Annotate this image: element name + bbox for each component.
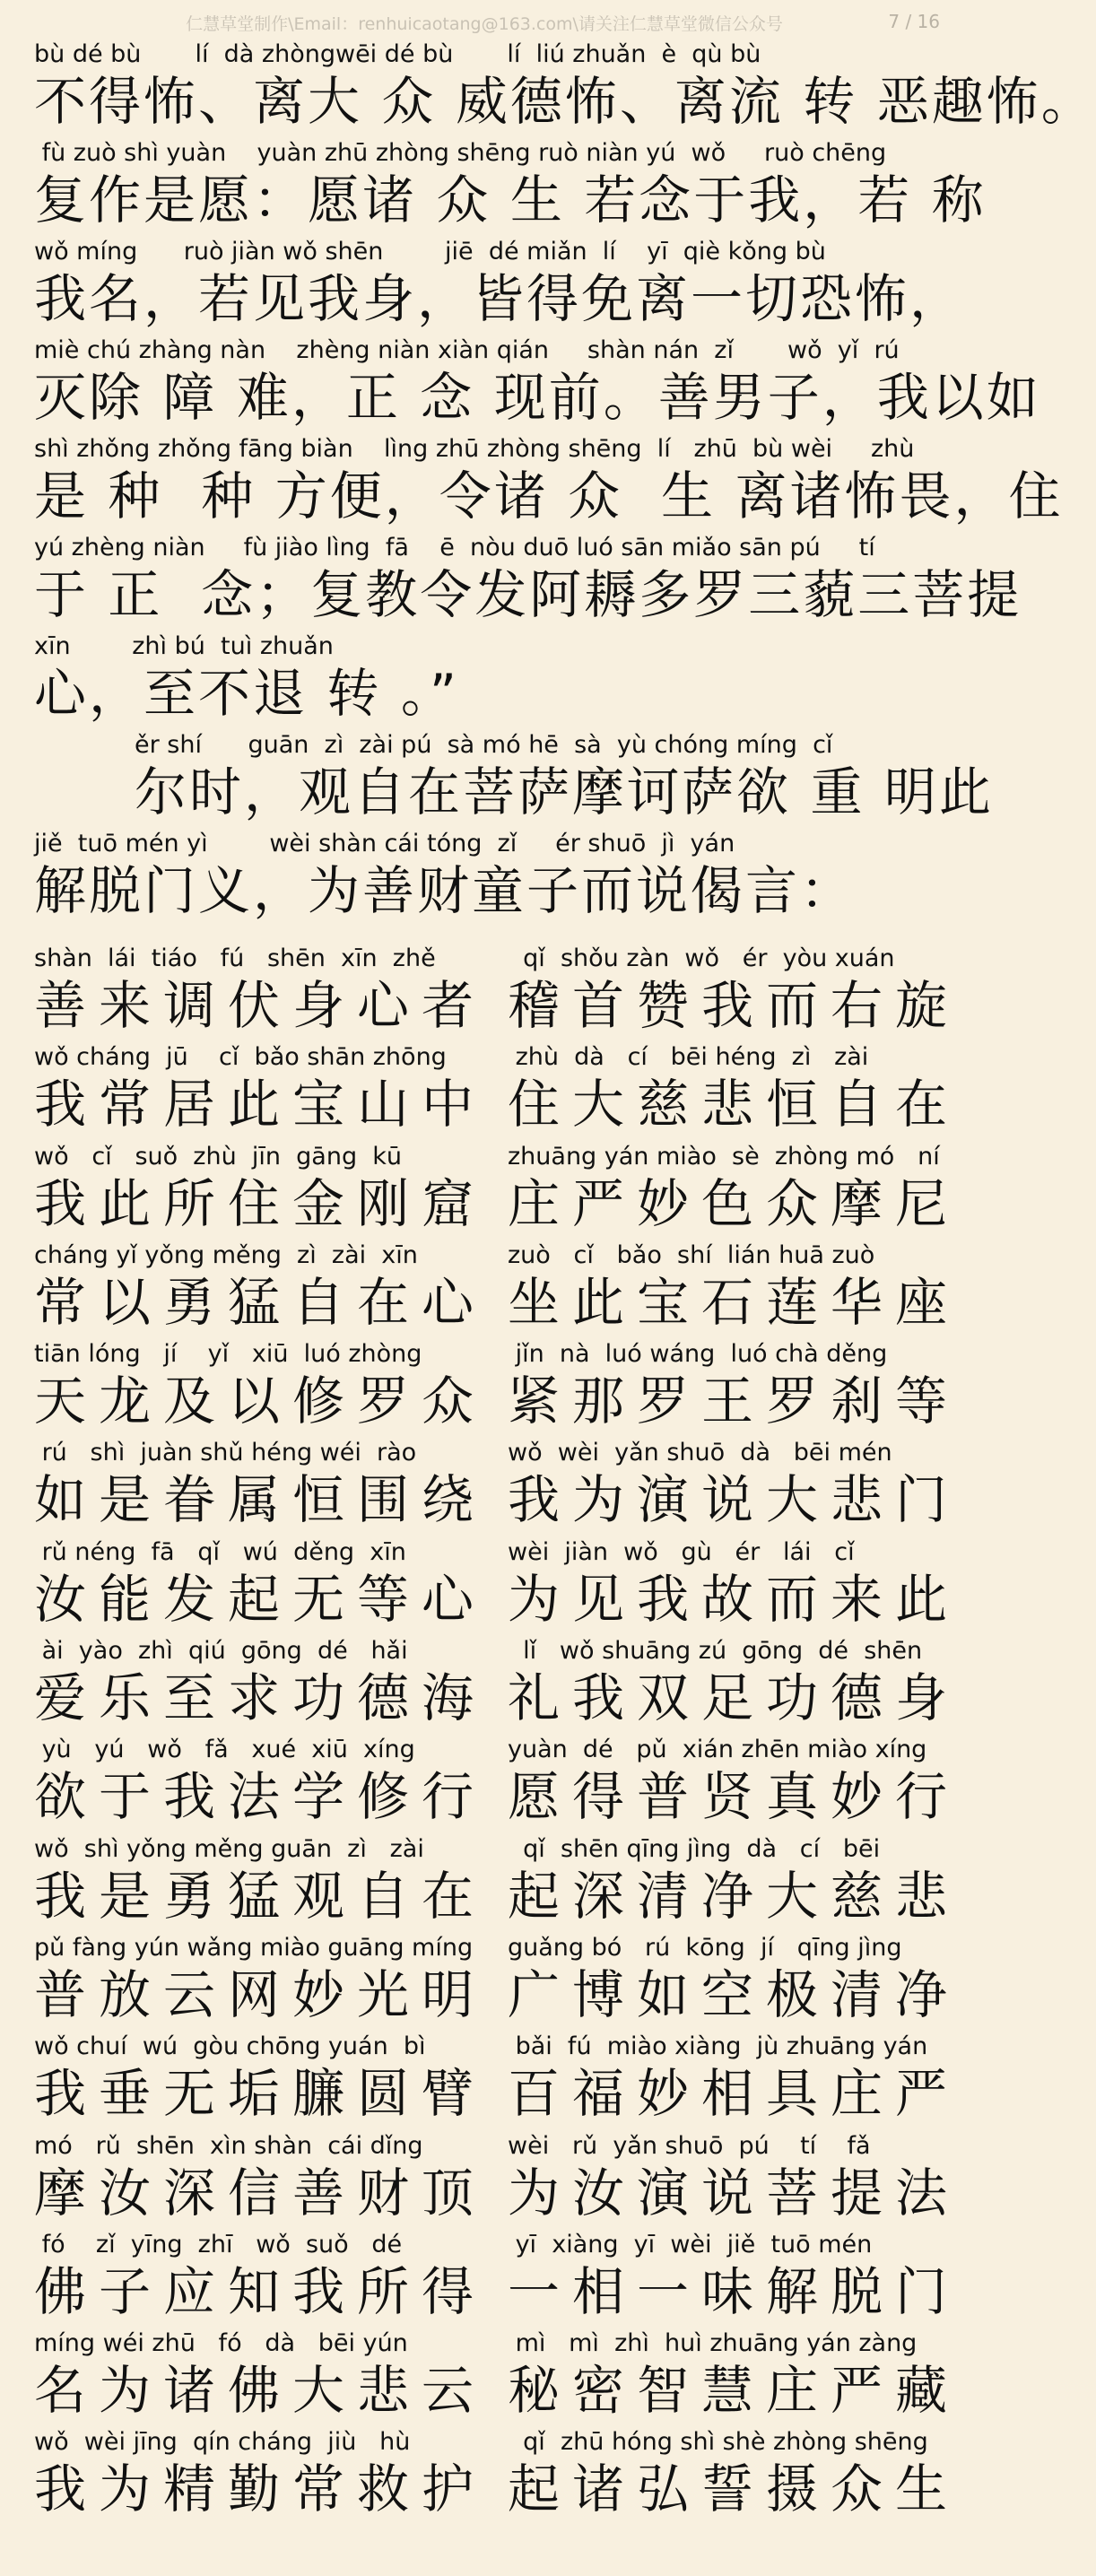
pinyin-line: qǐ shēn qīng jìng dà cí bēi [508, 1834, 881, 1863]
verse-left [34, 1632, 508, 1731]
verse-right [508, 1831, 961, 1929]
verse-left [34, 1039, 508, 1137]
pinyin-line: wǒ chuí wú gòu chōng yuán bì [34, 2032, 426, 2061]
hanzi-line: 是 种 种 方便，令诸 众 生 离诸怖畏，住 [34, 466, 1064, 527]
verse-left [34, 2128, 508, 2226]
pinyin-line: yī xiàng yī wèi jiě tuō mén [508, 2230, 873, 2258]
verse-right [508, 2424, 961, 2522]
hanzi-line: 愿得普贤真妙行 [508, 1766, 961, 1828]
hanzi-line: 心，至不退 转 。” [34, 663, 459, 724]
pinyin-line: jǐn nà luó wáng luó chà děng [508, 1340, 888, 1369]
verse-left [34, 1237, 508, 1336]
hanzi-line: 汝能发起无等心 [34, 1568, 487, 1630]
hanzi-line: 我此所住金刚窟 [34, 1172, 487, 1234]
pinyin-line: ài yào zhì qiú gōng dé hǎi [34, 1637, 408, 1666]
verse-right [508, 1731, 961, 1830]
verse-right [508, 1237, 961, 1336]
pinyin-line: qǐ zhū hóng shì shè zhòng shēng [508, 2428, 928, 2457]
pinyin-line: zuò cǐ bǎo shí lián huā zuò [508, 1240, 875, 1269]
pinyin-line: pǔ fàng yún wǎng miào guāng míng [34, 1933, 474, 1962]
verse-left [34, 2028, 508, 2127]
pinyin-line: lǐ wǒ shuāng zú gōng dé shēn [508, 1637, 923, 1666]
verse-right [508, 1138, 961, 1237]
prose-line [34, 36, 1096, 135]
header-watermark: 仁慧草堂制作\Email：renhuicaotang@163.com\请关注仁慧草堂微信公众号 [186, 14, 783, 34]
hanzi-line: 我为精勤常救护 [34, 2459, 487, 2520]
prose-block [34, 36, 1096, 924]
hanzi-line: 起深清净大慈悲 [508, 1865, 961, 1927]
hanzi-line: 佛子应知我所得 [34, 2260, 487, 2322]
verse-right [508, 1929, 961, 2028]
pinyin-line: wǒ wèi jīng qín cháng jiù hù [34, 2428, 411, 2457]
prose-line [34, 825, 949, 924]
pinyin-line: guǎng bó rú kōng jí qīng jìng [508, 1933, 902, 1962]
pinyin-line: wǒ cǐ suǒ zhù jīn gāng kū [34, 1142, 402, 1171]
hanzi-line: 庄严妙色众摩尼 [508, 1172, 961, 1234]
hanzi-line: 紧那罗王罗刹等 [508, 1371, 961, 1432]
verse-row [34, 1632, 961, 1731]
hanzi-line: 稽首赞我而右旋 [508, 975, 961, 1036]
verse-left [34, 940, 508, 1039]
prose-line [34, 332, 1041, 431]
pinyin-line: bǎi fú miào xiàng jù zhuāng yán [508, 2032, 928, 2061]
pinyin-line: miè chú zhàng nàn zhèng niàn xiàn qián shàn nán zǐ wǒ yǐ rú [34, 336, 900, 364]
verse-left [34, 1731, 508, 1830]
hanzi-line: 灭除 障 难，正 念 现前。善男子，我以如 [34, 367, 1041, 428]
pinyin-line: mì mì zhì huì zhuāng yán zàng [508, 2329, 918, 2358]
hanzi-line: 坐此宝石莲华座 [508, 1271, 961, 1333]
hanzi-line: 解脱门义，为善财童子而说偈言： [34, 860, 856, 921]
hanzi-line: 百福妙相具庄严 [508, 2063, 961, 2125]
verse-row [34, 2128, 961, 2226]
verse-block [34, 940, 961, 2523]
pinyin-line: zhù dà cí bēi héng zì zài [508, 1043, 869, 1072]
hanzi-line: 摩汝深信善财顶 [34, 2162, 487, 2224]
hanzi-line: 我为演说大悲门 [508, 1469, 961, 1531]
prose-line [34, 233, 965, 332]
hanzi-line: 一相一味解脱门 [508, 2260, 961, 2322]
hanzi-line: 天龙及以修罗众 [34, 1371, 487, 1432]
pinyin-line: fó zǐ yīng zhī wǒ suǒ dé [34, 2230, 403, 2258]
pinyin-line: zhuāng yán miào sè zhòng mó ní [508, 1142, 940, 1171]
hanzi-line: 住大慈悲恒自在 [508, 1074, 961, 1136]
verse-right [508, 1534, 961, 1632]
prose-line [34, 529, 1022, 628]
hanzi-line: 秘密智慧庄严藏 [508, 2360, 961, 2422]
hanzi-line: 常以勇猛自在心 [34, 1271, 487, 1333]
pinyin-line: shàn lái tiáo fú shēn xīn zhě [34, 944, 436, 972]
verse-row [34, 1731, 961, 1830]
pinyin-line: xīn zhì bú tuì zhuǎn [34, 632, 334, 660]
prose-line [34, 628, 949, 727]
verse-row [34, 2226, 961, 2325]
verse-row [34, 1831, 961, 1929]
pinyin-line: wǒ shì yǒng měng guān zì zài [34, 1834, 424, 1863]
verse-row [34, 1534, 961, 1632]
hanzi-line: 我垂无垢臁圆臂 [34, 2063, 487, 2125]
verse-row [34, 1237, 961, 1336]
verse-left [34, 1831, 508, 1929]
verse-right [508, 1632, 961, 1731]
verse-row [34, 1929, 961, 2028]
hanzi-line: 为见我故而来此 [508, 1568, 961, 1630]
pinyin-line: wǒ wèi yǎn shuō dà bēi mén [508, 1439, 892, 1467]
hanzi-line: 广博如空极清净 [508, 1963, 961, 2025]
pinyin-line: yù yú wǒ fǎ xué xiū xíng [34, 1736, 415, 1764]
hanzi-line: 我是勇猛观自在 [34, 1865, 487, 1927]
verse-row [34, 1039, 961, 1137]
verse-row [34, 1138, 961, 1237]
verse-right [508, 1039, 961, 1137]
hanzi-line: 普放云网妙光明 [34, 1963, 487, 2025]
prose-line [34, 431, 1064, 529]
verse-right [508, 2028, 961, 2127]
page-header [0, 4, 969, 36]
pinyin-line: bù dé bù lí dà zhòngwēi dé bù lí liú zhuǎn è qù bù [34, 40, 761, 68]
verse-row [34, 2424, 961, 2522]
hanzi-line: 复作是愿：愿诸 众 生 若念于我，若 称 [34, 170, 987, 231]
verse-left [34, 2325, 508, 2424]
pinyin-line: tiān lóng jí yǐ xiū luó zhòng [34, 1340, 422, 1369]
hanzi-line: 欲于我法学修行 [34, 1766, 487, 1828]
pinyin-line: wǒ míng ruò jiàn wǒ shēn jiē dé miǎn lí yī qiè kǒng bù [34, 238, 826, 265]
verse-right [508, 2325, 961, 2424]
pinyin-line: qǐ shǒu zàn wǒ ér yòu xuán [508, 944, 895, 972]
verse-left [34, 2226, 508, 2325]
verse-left [34, 1929, 508, 2028]
verse-left [34, 1336, 508, 1434]
pinyin-line: shì zhǒng zhǒng fāng biàn lìng zhū zhòng shēng lí zhū bù wèi zhù [34, 435, 915, 463]
prose-line [34, 135, 987, 233]
verse-right [508, 1434, 961, 1533]
hanzi-line: 为汝演说菩提法 [508, 2162, 961, 2224]
hanzi-line: 不得怖、离大 众 威德怖、离流 转 恶趣怖。 [34, 71, 1096, 132]
pinyin-line: fù zuò shì yuàn yuàn zhū zhòng shēng ruò niàn yú wǒ ruò chēng [34, 139, 887, 167]
pinyin-line: jiě tuō mén yì wèi shàn cái tóng zǐ ér shuō jì yán [34, 830, 735, 857]
pinyin-line: wǒ cháng jū cǐ bǎo shān zhōng [34, 1043, 447, 1072]
verse-right [508, 2226, 961, 2325]
hanzi-line: 起诸弘誓摄众生 [508, 2459, 961, 2520]
verse-row [34, 2028, 961, 2127]
pinyin-line: rǔ néng fā qǐ wú děng xīn [34, 1537, 406, 1566]
hanzi-line: 爱乐至求功德海 [34, 1667, 487, 1729]
pinyin-line: yú zhèng niàn fù jiào lìng fā ē nòu duō luó sān miǎo sān pú tí [34, 534, 875, 561]
pinyin-line: rú shì juàn shǔ héng wéi rào [34, 1439, 417, 1467]
verse-left [34, 1138, 508, 1237]
hanzi-line: 我名，若见我身，皆得免离一切恐怖， [34, 268, 965, 329]
hanzi-line: 我常居此宝山中 [34, 1074, 487, 1136]
pinyin-line: wèi rǔ yǎn shuō pú tí fǎ [508, 2131, 871, 2160]
hanzi-line: 尔时，观自在菩萨摩诃萨欲 重 明此 [135, 761, 994, 822]
page-number: 7 / 16 [888, 11, 940, 32]
hanzi-line: 名为诸佛大悲云 [34, 2360, 487, 2422]
verse-row [34, 2325, 961, 2424]
verse-row [34, 1434, 961, 1533]
verse-row [34, 940, 961, 1039]
hanzi-line: 如是眷属恒围绕 [34, 1469, 487, 1531]
pinyin-line: ěr shí guān zì zài pú sà mó hē sà yù chóng míng cǐ [135, 731, 833, 759]
verse-left [34, 1534, 508, 1632]
pinyin-line: míng wéi zhū fó dà bēi yún [34, 2329, 408, 2358]
verse-right [508, 2128, 961, 2226]
pinyin-line: mó rǔ shēn xìn shàn cái dǐng [34, 2131, 423, 2160]
verse-left [34, 1434, 508, 1533]
hanzi-line: 于 正 念；复教令发阿耨多罗三藐三菩提 [34, 564, 1022, 625]
hanzi-line: 礼我双足功德身 [508, 1667, 961, 1729]
hanzi-line: 善来调伏身心者 [34, 975, 487, 1036]
pinyin-line: yuàn dé pǔ xián zhēn miào xíng [508, 1736, 927, 1764]
verse-left [34, 2424, 508, 2522]
verse-right [508, 1336, 961, 1434]
pinyin-line: wèi jiàn wǒ gù ér lái cǐ [508, 1537, 855, 1566]
prose-line [34, 727, 994, 825]
pinyin-line: cháng yǐ yǒng měng zì zài xīn [34, 1240, 418, 1269]
verse-row [34, 1336, 961, 1434]
verse-right [508, 940, 961, 1039]
